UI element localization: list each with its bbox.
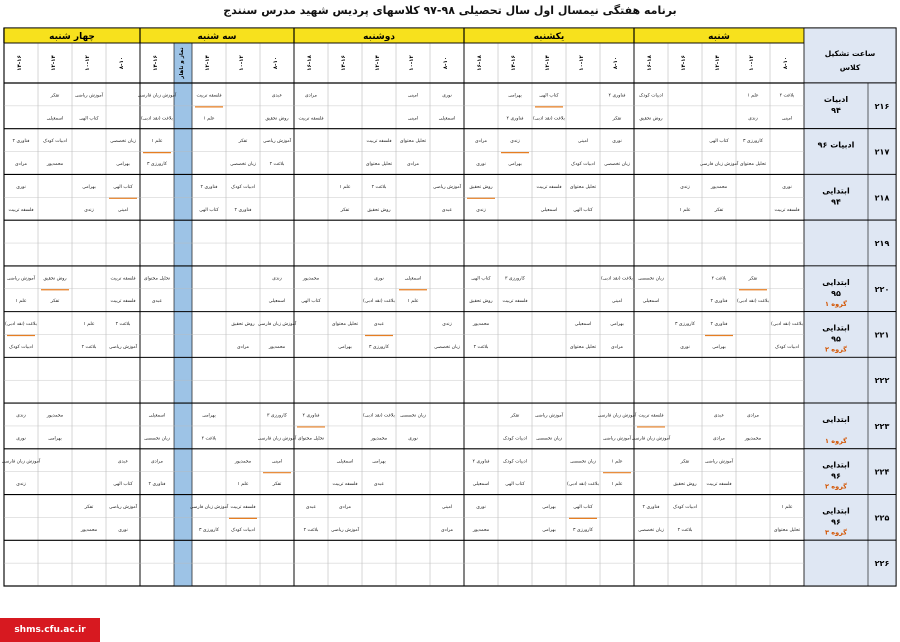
teacher-cell: کارورزی ۳ bbox=[199, 527, 219, 533]
hour-label: ۱۴-۱۶ bbox=[17, 55, 23, 71]
course-cell: محمدپور bbox=[710, 184, 728, 190]
course-cell: نوری bbox=[442, 93, 452, 99]
teacher-cell: کارورزی ۳ bbox=[369, 344, 389, 350]
course-cell: زبان تخصصی bbox=[638, 276, 664, 282]
course-cell: آموزش زبان فارسی bbox=[597, 413, 637, 419]
teacher-cell: فلسفه تربیت bbox=[298, 116, 324, 122]
teacher-cell: اسمعیلی bbox=[438, 116, 456, 122]
course-cell: مرادی bbox=[747, 413, 759, 419]
course-cell: کارورزی ۳ bbox=[505, 276, 525, 282]
hour-label: ۱۲-۱۴ bbox=[715, 55, 721, 71]
course-cell: آموزش زبان فارسی bbox=[257, 322, 297, 328]
teacher-cell: بهرامی bbox=[116, 162, 130, 168]
teacher-cell: اسمعیلی bbox=[472, 482, 490, 488]
class-group: گروه ۳ bbox=[825, 528, 847, 537]
class-name: ابتدایی bbox=[822, 186, 850, 196]
teacher-cell: بلاغت ۲ bbox=[81, 344, 97, 350]
teacher-cell: تفکر bbox=[50, 299, 60, 305]
day-label-0: شنبه bbox=[708, 32, 730, 42]
teacher-cell: روش تحقیق bbox=[367, 207, 391, 213]
course-cell: علم ۱ bbox=[339, 184, 351, 190]
teacher-cell: تحلیل محتوای bbox=[297, 436, 325, 442]
course-cell: آموزش ریاضی bbox=[432, 184, 462, 190]
teacher-cell: نوری bbox=[118, 527, 128, 533]
course-cell: تحلیل محتوای bbox=[143, 276, 171, 282]
teacher-cell: تفکر bbox=[272, 482, 282, 488]
course-cell: امینی bbox=[271, 459, 283, 465]
course-cell: ادبیات کودک bbox=[43, 139, 67, 145]
class-year: ۹۶ bbox=[831, 517, 841, 527]
course-cell: زندی bbox=[272, 276, 282, 282]
course-cell: اسمعیلی bbox=[574, 322, 592, 328]
class-name: ابتدایی bbox=[822, 414, 850, 424]
course-cell: کتاب الهی bbox=[113, 184, 133, 190]
hour-label: ۱۲-۱۴ bbox=[375, 55, 381, 71]
course-cell: بلاغت (نقد ادبی) bbox=[771, 322, 803, 328]
hour-label: ۸-۱۰ bbox=[443, 56, 449, 70]
course-cell: ادبیات کودک bbox=[503, 459, 527, 465]
class-number: ۲۲۲ bbox=[874, 376, 890, 386]
teacher-cell: بهرامی bbox=[508, 162, 522, 168]
teacher-cell: مرادی bbox=[237, 344, 249, 350]
course-cell: فلسفه تربیت bbox=[638, 413, 664, 419]
course-cell: فلسفه تربیت bbox=[536, 184, 562, 190]
class-header: کلاس bbox=[839, 63, 861, 72]
teacher-cell: تفکر bbox=[612, 116, 622, 122]
teacher-cell: روش تحقیق bbox=[639, 116, 663, 122]
class-name: ادبیات ۹۶ bbox=[817, 140, 855, 150]
teacher-cell: بلاغت ۲ bbox=[201, 436, 217, 442]
class-number: ۲۱۷ bbox=[874, 147, 890, 157]
teacher-cell: بهرامی bbox=[712, 344, 726, 350]
teacher-cell: علم ۱ bbox=[679, 207, 691, 213]
course-cell: کتاب الهی bbox=[573, 504, 593, 510]
course-cell: بلاغت ۲ bbox=[115, 322, 131, 328]
teacher-cell: کارورزی ۳ bbox=[147, 162, 167, 168]
class-number: ۲۲۵ bbox=[874, 513, 890, 523]
teacher-cell: آموزش زبان فارسی bbox=[631, 436, 671, 442]
course-cell: اسمعیلی bbox=[148, 413, 166, 419]
course-cell: تفکر bbox=[84, 504, 94, 510]
teacher-cell: زندی bbox=[748, 116, 758, 122]
course-cell: تحلیل محتوای bbox=[399, 139, 427, 145]
teacher-cell: نوری bbox=[476, 162, 486, 168]
teacher-cell: علم ۱ bbox=[407, 299, 419, 305]
course-cell: بلاغت ۲ bbox=[371, 184, 387, 190]
page-title: برنامه هفتگی نیمسال اول سال تحصیلی ۹۸-۹۷ کلاسهای پردیس شهید مدرس سنندج bbox=[223, 4, 677, 17]
course-cell: بهرامی bbox=[542, 504, 556, 510]
course-cell: تحلیل محتوای bbox=[569, 184, 597, 190]
course-cell: روش تحقیق bbox=[469, 184, 493, 190]
class-name: ابتدایی bbox=[822, 460, 850, 470]
course-cell: بهرامی bbox=[202, 413, 216, 419]
day-header-bar bbox=[4, 28, 804, 43]
course-cell: آموزش ریاضی bbox=[6, 276, 36, 282]
hour-label: ۱۴-۱۶ bbox=[511, 55, 517, 71]
hour-label: ۸-۱۰ bbox=[273, 56, 279, 70]
class-name: ابتدایی bbox=[822, 277, 850, 287]
teacher-cell: آموزش زبان فارسی bbox=[257, 436, 297, 442]
teacher-cell: عبدی bbox=[151, 299, 163, 305]
hour-label: ۱۴-۱۶ bbox=[681, 55, 687, 71]
teacher-cell: کتاب الهی bbox=[505, 482, 525, 488]
course-cell: کتاب الهی bbox=[471, 276, 491, 282]
day-label-1: یکشنبه bbox=[533, 32, 565, 42]
teacher-cell: کتاب الهی bbox=[573, 207, 593, 213]
course-cell: آموزش ریاضی bbox=[74, 93, 104, 99]
teacher-cell: امینی bbox=[781, 116, 793, 122]
teacher-cell: فلسفه تربیت bbox=[774, 207, 800, 213]
course-cell: فناوری ۲ bbox=[710, 322, 728, 328]
course-cell: بلاغت (نقد ادبی) bbox=[601, 276, 633, 282]
course-cell: بلاغت ۲ bbox=[779, 93, 795, 99]
course-cell: آموزش زبان فارسی bbox=[1, 459, 41, 465]
course-cell: تفکر bbox=[510, 413, 520, 419]
class-year: ۹۵ bbox=[831, 288, 841, 298]
course-cell: زبان تخصصی bbox=[110, 139, 136, 145]
course-cell: عبدی bbox=[305, 504, 317, 510]
course-cell: زندی bbox=[442, 322, 452, 328]
course-cell: اسمعیلی bbox=[336, 459, 354, 465]
class-name: ادبیات bbox=[823, 94, 849, 104]
teacher-cell: ادبیات کودک bbox=[503, 436, 527, 442]
hour-label: ۱۰-۱۲ bbox=[409, 55, 415, 71]
course-cell: علم ۱ bbox=[151, 139, 163, 145]
teacher-cell: محمدپور bbox=[268, 344, 286, 350]
class-number: ۲۲۱ bbox=[874, 330, 890, 340]
teacher-cell: آموزش ریاضی bbox=[330, 527, 360, 533]
course-cell: نوری bbox=[612, 139, 622, 145]
teacher-cell: مرادی bbox=[407, 162, 419, 168]
teacher-cell: علم ۱ bbox=[237, 482, 249, 488]
site-url-badge[interactable]: shms.cfu.ac.ir bbox=[0, 618, 100, 642]
teacher-cell: بلاغت ۲ bbox=[269, 162, 285, 168]
class-number: ۲۱۸ bbox=[874, 193, 890, 203]
class-number: ۲۲۳ bbox=[874, 421, 890, 431]
course-cell: کارورزی ۳ bbox=[267, 413, 287, 419]
hour-label: ۱۶-۱۸ bbox=[647, 55, 653, 71]
course-cell: بهرامی bbox=[372, 459, 386, 465]
course-cell: کتاب الهی bbox=[709, 139, 729, 145]
teacher-cell: بلاغت (نقد ادبی) bbox=[737, 299, 769, 305]
course-cell: علم ۱ bbox=[747, 93, 759, 99]
course-cell: نوری bbox=[476, 504, 486, 510]
teacher-cell: علم ۱ bbox=[203, 116, 215, 122]
teacher-cell: فناوری ۲ bbox=[148, 482, 166, 488]
hour-label: ۱۶-۱۸ bbox=[307, 55, 313, 71]
teacher-cell: بهرامی bbox=[338, 344, 352, 350]
course-cell: فناوری ۲ bbox=[472, 459, 490, 465]
course-cell: مرادی bbox=[475, 139, 487, 145]
teacher-cell: زندی bbox=[476, 207, 486, 213]
hour-label: ۸-۱۰ bbox=[119, 56, 125, 70]
course-cell: زندی bbox=[510, 139, 520, 145]
teacher-cell: زبان تخصصی bbox=[144, 436, 170, 442]
lunch-label: نماز و ناهار bbox=[179, 47, 185, 79]
teacher-cell: محمدپور bbox=[80, 527, 98, 533]
course-cell: فناوری ۲ bbox=[608, 93, 626, 99]
course-cell: مرادی bbox=[305, 93, 317, 99]
course-cell: آموزش ریاضی bbox=[108, 504, 138, 510]
hour-label: ۱۰-۱۲ bbox=[749, 55, 755, 71]
course-cell: ادبیات کودک bbox=[231, 184, 255, 190]
teacher-cell: زبان تخصصی bbox=[536, 436, 562, 442]
class-number: ۲۱۶ bbox=[874, 101, 890, 111]
course-cell: مرادی bbox=[339, 504, 351, 510]
hour-label: ۱۰-۱۲ bbox=[579, 55, 585, 71]
course-cell: امینی bbox=[407, 93, 419, 99]
teacher-cell: مرادی bbox=[713, 436, 725, 442]
course-cell: عبدی bbox=[373, 322, 385, 328]
course-cell: آموزش ریاضی bbox=[534, 413, 564, 419]
teacher-cell: آموزش ریاضی bbox=[108, 344, 138, 350]
course-cell: آموزش زبان فارسی bbox=[189, 504, 229, 510]
class-year: ۹۵ bbox=[831, 334, 841, 344]
teacher-cell: اسمعیلی bbox=[540, 207, 558, 213]
course-cell: محمدپور bbox=[302, 276, 320, 282]
teacher-cell: فلسفه تربیت bbox=[110, 299, 136, 305]
teacher-cell: اسمعیلی bbox=[268, 299, 286, 305]
teacher-cell: آموزش ریاضی bbox=[602, 436, 632, 442]
teacher-cell: ادبیات کودک bbox=[571, 162, 595, 168]
course-cell: تفکر bbox=[50, 93, 60, 99]
teacher-cell: تحلیل محتوای bbox=[569, 344, 597, 350]
teacher-cell: نوری bbox=[408, 436, 418, 442]
day-label-2: دوشنبه bbox=[363, 32, 395, 42]
teacher-cell: مرادی bbox=[611, 344, 623, 350]
course-cell: زبان تخصصی bbox=[570, 459, 596, 465]
teacher-cell: مرادی bbox=[15, 162, 27, 168]
course-cell: بلاغت (نقد ادبی) bbox=[5, 322, 37, 328]
course-cell: آموزش ریاضی bbox=[262, 139, 292, 145]
teacher-cell: تحلیل محتوای bbox=[739, 162, 767, 168]
teacher-cell: عبدی bbox=[441, 207, 453, 213]
course-cell: فلسفه تربیت bbox=[366, 139, 392, 145]
teacher-cell: بلاغت (نقد ادبی) bbox=[567, 482, 599, 488]
course-cell: زندی bbox=[680, 184, 690, 190]
course-cell: اسمعیلی bbox=[404, 276, 422, 282]
course-cell: عبدی bbox=[117, 459, 129, 465]
course-cell: کارورزی ۳ bbox=[743, 139, 763, 145]
course-cell: کارورزی ۳ bbox=[675, 322, 695, 328]
teacher-cell: کتاب الهی bbox=[113, 482, 133, 488]
teacher-cell: فلسفه تربیت bbox=[706, 482, 732, 488]
teacher-cell: بلاغت (نقد ادبی) bbox=[141, 116, 173, 122]
course-cell: تفکر bbox=[680, 459, 690, 465]
hour-label: ۸-۱۰ bbox=[783, 56, 789, 70]
course-cell: فناوری ۲ bbox=[12, 139, 30, 145]
course-cell: فناوری ۲ bbox=[302, 413, 320, 419]
course-cell: آموزش ریاضی bbox=[704, 459, 734, 465]
course-cell: امینی bbox=[577, 139, 589, 145]
teacher-cell: فلسفه تربیت bbox=[332, 482, 358, 488]
course-cell: روش تحقیق bbox=[231, 322, 255, 328]
teacher-cell: روش تحقیق bbox=[265, 116, 289, 122]
course-cell: محمدپور bbox=[234, 459, 252, 465]
course-cell: علم ۱ bbox=[781, 504, 793, 510]
teacher-cell: ادبیات کودک bbox=[231, 527, 255, 533]
course-cell: بهرامی bbox=[610, 322, 624, 328]
teacher-cell: بلاغت (نقد ادبی) bbox=[363, 299, 395, 305]
course-cell: نوری bbox=[374, 276, 384, 282]
teacher-cell: بهرامی bbox=[48, 436, 62, 442]
class-number: ۲۱۹ bbox=[874, 239, 890, 249]
hour-label: ۱۶-۱۸ bbox=[477, 55, 483, 71]
hour-label: ۱۴-۱۶ bbox=[341, 55, 347, 71]
teacher-cell: روش تحقیق bbox=[469, 299, 493, 305]
course-cell: زندی bbox=[16, 413, 26, 419]
teacher-cell: ادبیات کودک bbox=[9, 344, 33, 350]
hour-label: ۱۲-۱۴ bbox=[51, 55, 57, 71]
teacher-cell: اسمعیلی bbox=[46, 116, 64, 122]
teacher-cell: بلاغت ۲ bbox=[473, 344, 489, 350]
class-number: ۲۲۰ bbox=[874, 284, 890, 294]
teacher-cell: محمدپور bbox=[46, 162, 64, 168]
teacher-cell: آموزش زبان فارسی bbox=[699, 162, 739, 168]
course-cell: بهرامی bbox=[82, 184, 96, 190]
course-cell: ادبیات کودک bbox=[673, 504, 697, 510]
class-group: گروه ۱ bbox=[825, 299, 847, 308]
teacher-cell: محمدپور bbox=[370, 436, 388, 442]
teacher-cell: نوری bbox=[16, 436, 26, 442]
teacher-cell: فناوری ۲ bbox=[506, 116, 524, 122]
teacher-cell: محمدپور bbox=[472, 527, 490, 533]
class-name: ابتدایی bbox=[822, 323, 850, 333]
teacher-cell: زبان تخصصی bbox=[230, 162, 256, 168]
course-cell: فلسفه تربیت bbox=[196, 93, 222, 99]
course-cell: زبان تخصصی bbox=[400, 413, 426, 419]
table-frame bbox=[1, 28, 896, 586]
teacher-cell: علم ۱ bbox=[611, 482, 623, 488]
teacher-cell: محمدپور bbox=[744, 436, 762, 442]
teacher-cell: مرادی bbox=[441, 527, 453, 533]
course-cell: روش تحقیق bbox=[43, 276, 67, 282]
course-cell: علم ۱ bbox=[611, 459, 623, 465]
teacher-cell: عبدی bbox=[373, 482, 385, 488]
hour-label: ۸-۱۰ bbox=[613, 56, 619, 70]
course-cell: علم ۱ bbox=[83, 322, 95, 328]
course-cell: نوری bbox=[16, 184, 26, 190]
teacher-cell: زندی bbox=[16, 482, 26, 488]
course-cell: فلسفه تربیت bbox=[230, 504, 256, 510]
day-label-3: سه شنبه bbox=[197, 32, 237, 42]
class-number: ۲۲۶ bbox=[874, 559, 890, 569]
teacher-cell: فناوری ۲ bbox=[710, 299, 728, 305]
hour-label: ۱۴-۱۶ bbox=[153, 55, 159, 71]
teacher-cell: تفکر bbox=[714, 207, 724, 213]
course-cell: فلسفه تربیت bbox=[110, 276, 136, 282]
course-cell: عبدی bbox=[713, 413, 725, 419]
class-group: گروه ۲ bbox=[825, 345, 847, 354]
teacher-cell: علم ۱ bbox=[15, 299, 27, 305]
hour-label: ۱۲-۱۴ bbox=[545, 55, 551, 71]
hour-label: ۱۰-۱۲ bbox=[239, 55, 245, 71]
teacher-cell: فناوری ۲ bbox=[234, 207, 252, 213]
teacher-cell: روش تحقیق bbox=[673, 482, 697, 488]
teacher-cell: کارورزی ۳ bbox=[573, 527, 593, 533]
course-cell: ادبیات کودک bbox=[639, 93, 663, 99]
course-cell: بهرامی bbox=[508, 93, 522, 99]
course-cell: فناوری ۲ bbox=[200, 184, 218, 190]
course-cell: محمدپور bbox=[472, 322, 490, 328]
course-cell: فناوری ۲ bbox=[642, 504, 660, 510]
class-group: گروه ۲ bbox=[825, 482, 847, 491]
teacher-cell: تحلیل محتوای bbox=[365, 162, 393, 168]
teacher-cell: اسمعیلی bbox=[642, 299, 660, 305]
teacher-cell: امینی bbox=[117, 207, 129, 213]
course-cell: تفکر bbox=[238, 139, 248, 145]
teacher-cell: بلاغت ۲ bbox=[677, 527, 693, 533]
teacher-cell: کتاب الهی bbox=[301, 299, 321, 305]
teacher-cell: فلسفه تربیت bbox=[8, 207, 34, 213]
class-year: ۹۶ bbox=[831, 471, 841, 481]
course-cell: کتاب الهی bbox=[539, 93, 559, 99]
teacher-cell: امینی bbox=[407, 116, 419, 122]
teacher-cell: نوری bbox=[680, 344, 690, 350]
class-name: ابتدایی bbox=[822, 506, 850, 516]
class-year: ۹۴ bbox=[831, 105, 841, 115]
teacher-cell: زبان تخصصی bbox=[604, 162, 630, 168]
course-cell: تحلیل محتوای bbox=[331, 322, 359, 328]
hour-label: ۱۰-۱۲ bbox=[85, 55, 91, 71]
teacher-cell: بلاغت ۲ bbox=[303, 527, 319, 533]
course-cell: امینی bbox=[441, 504, 453, 510]
hour-label: ۱۲-۱۴ bbox=[205, 55, 211, 71]
course-cell: آموزش زبان فارسی bbox=[137, 93, 177, 99]
teacher-cell: تحلیل محتوای bbox=[773, 527, 801, 533]
teacher-cell: تفکر bbox=[340, 207, 350, 213]
teacher-cell: کتاب الهی bbox=[79, 116, 99, 122]
teacher-cell: کتاب الهی bbox=[199, 207, 219, 213]
class-group: گروه ۱ bbox=[825, 436, 847, 445]
teacher-cell: بهرامی bbox=[542, 527, 556, 533]
teacher-cell: زبان تخصصی bbox=[638, 527, 664, 533]
class-year: ۹۴ bbox=[831, 197, 841, 207]
course-cell: بلاغت ۲ bbox=[711, 276, 727, 282]
course-cell: محمدپور bbox=[46, 413, 64, 419]
course-cell: نوری bbox=[782, 184, 792, 190]
class-number: ۲۲۴ bbox=[874, 467, 890, 477]
day-label-4: چهار شنبه bbox=[49, 32, 95, 42]
teacher-cell: زندی bbox=[84, 207, 94, 213]
course-cell: مرادی bbox=[151, 459, 163, 465]
course-cell: عبدی bbox=[271, 93, 283, 99]
teacher-cell: امینی bbox=[611, 299, 623, 305]
class-time-header: ساعت تشکیل bbox=[824, 49, 876, 58]
course-cell: تفکر bbox=[748, 276, 758, 282]
teacher-cell: زبان تخصصی bbox=[434, 344, 460, 350]
course-cell: بلاغت (نقد ادبی) bbox=[363, 413, 395, 419]
teacher-cell: ادبیات کودک bbox=[775, 344, 799, 350]
teacher-cell: فلسفه تربیت bbox=[502, 299, 528, 305]
teacher-cell: بلاغت (نقد ادبی) bbox=[533, 116, 565, 122]
